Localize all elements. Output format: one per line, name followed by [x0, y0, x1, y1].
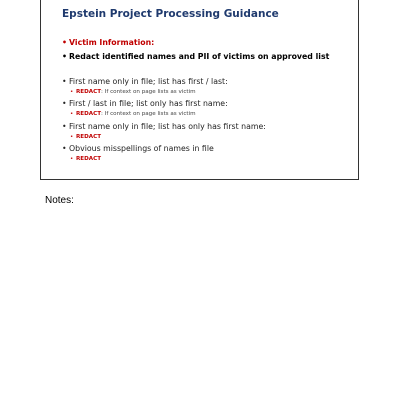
redact-label: REDACT — [76, 89, 102, 95]
bullet-text: Victim Information: — [69, 38, 155, 47]
bullet-dot: • — [62, 122, 67, 131]
redact-label: REDACT — [76, 134, 102, 140]
bullet-dot: • — [62, 77, 67, 86]
bullet-dot: • — [62, 52, 67, 61]
bullet-first-name-only — [62, 77, 228, 87]
bullet-text: First name only in file; list has only has first name: — [69, 122, 266, 131]
sub-bullet-text: : If context on page lists as victim — [101, 111, 196, 117]
bullet-text: First / last in file; list only has first name: — [69, 99, 228, 108]
bullet-first-name-only-list-first — [62, 122, 266, 132]
sub-bullet-dot: • — [70, 134, 74, 140]
slide — [40, 0, 359, 180]
bullet-text: Redact identified names and PII of victims on approved list — [69, 52, 330, 61]
redact-label: REDACT — [76, 156, 102, 162]
sub-bullet-text: : If context on page lists as victim — [101, 89, 196, 95]
sub-bullet-dot: • — [70, 89, 74, 95]
bullet-text: First name only in file; list has first / last: — [69, 77, 228, 86]
sub-bullet-dot: • — [70, 156, 74, 162]
sub-bullet-redact — [70, 155, 101, 163]
sub-bullet-redact — [70, 110, 196, 118]
bullet-dot: • — [62, 144, 67, 153]
bullet-first-last-in-file — [62, 99, 228, 109]
bullet-dot: • — [62, 38, 67, 47]
bullet-dot: • — [62, 99, 67, 108]
sub-bullet-dot: • — [70, 111, 74, 117]
bullet-victim-information — [62, 38, 154, 48]
notes-label: Notes: — [45, 195, 74, 206]
slide-title: Epstein Project Processing Guidance — [62, 8, 279, 20]
sub-bullet-redact — [70, 133, 101, 141]
redact-label: REDACT — [76, 111, 102, 117]
bullet-text: Obvious misspellings of names in file — [69, 144, 214, 153]
bullet-redact-identified — [62, 52, 329, 62]
bullet-obvious-misspellings — [62, 144, 214, 154]
sub-bullet-redact — [70, 88, 196, 96]
